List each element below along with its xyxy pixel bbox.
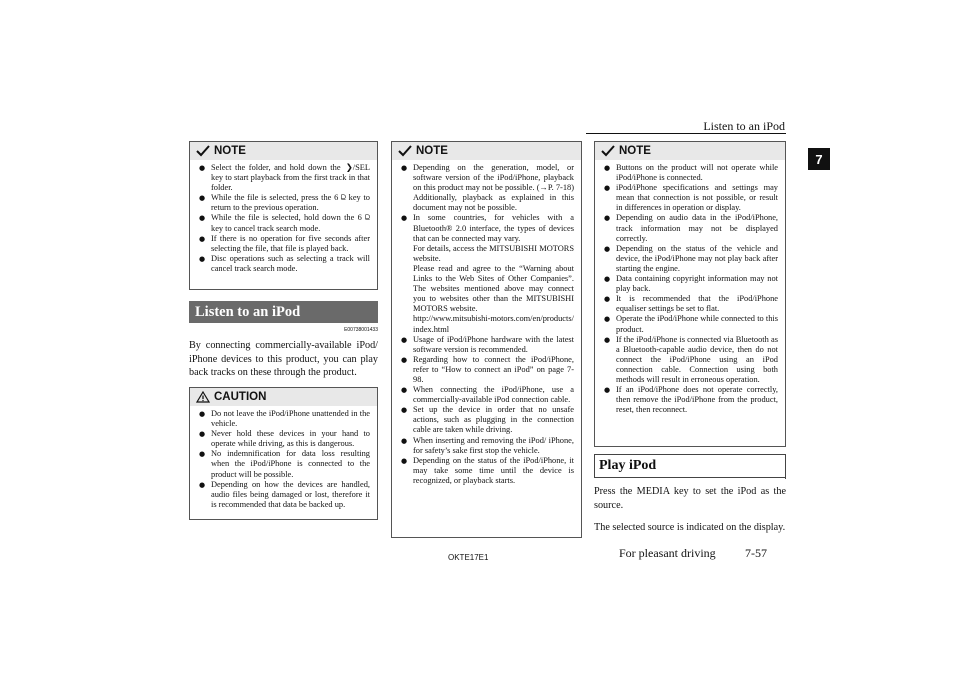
list-item: ● Depending on the generation, model, or software version of the iPod/iPhone, playback on this product may not be possible. (→P. 7-18) Additionally, playback as explained in this document may not be possible. bbox=[401, 163, 574, 213]
list-item: ● iPod/iPhone specifications and settings may mean that connection is not possible, or result in differences in operation or display. bbox=[604, 183, 778, 213]
list-item: ● Do not leave the iPod/iPhone unattended in the vehicle. bbox=[199, 409, 370, 429]
note-header bbox=[392, 142, 581, 160]
check-icon bbox=[196, 145, 210, 157]
page-number: 7-57 bbox=[745, 546, 767, 560]
list-item: ● While the file is selected, press the 6 ⫒ key to return to the previous operation. bbox=[199, 193, 370, 213]
check-icon bbox=[601, 145, 615, 157]
check-icon bbox=[398, 145, 412, 157]
caution-label: CAUTION bbox=[214, 391, 267, 403]
note-list-3 bbox=[604, 163, 778, 415]
list-item: ● Select the folder, and hold down the ❯/SEL key to start playback from the first track in that folder. bbox=[199, 163, 370, 193]
list-item: ● Depending on audio data in the iPod/iPhone, track information may not be displayed correctly. bbox=[604, 213, 778, 243]
list-item: ● If an iPod/iPhone does not operate correctly, then remove the iPod/iPhone from the product, reset, then reconnect. bbox=[604, 385, 778, 415]
caution-box bbox=[189, 387, 378, 520]
play-paragraph-2: The selected source is indicated on the display. bbox=[594, 522, 786, 533]
list-item: ● When inserting and removing the iPod/ iPhone, for safety’s sake first stop the vehicle. bbox=[401, 436, 574, 456]
list-item: ● Depending on how the devices are handled, audio files being damaged or lost, therefore it is recommended that data be backed up. bbox=[199, 480, 370, 510]
list-item: ● Usage of iPod/iPhone hardware with the latest software version is recommended. bbox=[401, 335, 574, 355]
list-item: ● Operate the iPod/iPhone while connected to this product. bbox=[604, 314, 778, 334]
caution-list bbox=[199, 409, 370, 510]
note-label: NOTE bbox=[416, 145, 448, 157]
footer-section-title: For pleasant driving bbox=[619, 546, 716, 560]
list-item: ● No indemnification for data loss resulting when the iPod/iPhone is connected to the product will be possible. bbox=[199, 449, 370, 479]
note-label: NOTE bbox=[214, 145, 246, 157]
running-header: Listen to an iPod bbox=[703, 119, 785, 133]
intro-paragraph: By connecting commercially-available iPod/ iPhone devices to this product, you can play back tracks on these through the product. bbox=[189, 340, 378, 378]
list-item: ● Set up the device in order that no unsafe actions, such as plugging in the connection cable are taken while driving. bbox=[401, 405, 574, 435]
note-header bbox=[595, 142, 785, 160]
list-item: ● Data containing copyright information may not play back. bbox=[604, 274, 778, 294]
play-paragraph-1: Press the MEDIA key to set the iPod as the source. bbox=[594, 486, 786, 511]
warning-icon bbox=[196, 391, 210, 403]
list-item: ● Disc operations such as selecting a track will cancel track search mode. bbox=[199, 254, 370, 274]
note-list-1 bbox=[199, 163, 370, 274]
note-header bbox=[190, 142, 377, 160]
note-box-2 bbox=[391, 141, 582, 538]
list-item: ● Depending on the status of the vehicle and device, the iPod/iPhone may not play back after starting the engine. bbox=[604, 244, 778, 274]
header-rule bbox=[586, 133, 786, 134]
play-ipod-heading: Play iPod bbox=[594, 454, 786, 478]
doc-code: OKTE17E1 bbox=[448, 553, 489, 562]
list-item: ● Buttons on the product will not operate while iPod/iPhone is connected. bbox=[604, 163, 778, 183]
note-box-1 bbox=[189, 141, 378, 290]
list-item: ● If the iPod/iPhone is connected via Bluetooth as a Bluetooth-capable audio device, then do not connect the iPod/iPhone using an iPod connection cable. Connection using both methods will result in erroneous operation. bbox=[604, 335, 778, 385]
list-item: ● It is recommended that the iPod/iPhone equaliser settings be set to flat. bbox=[604, 294, 778, 314]
note-label: NOTE bbox=[619, 145, 651, 157]
list-item: ● Never hold these devices in your hand to operate while driving, as this is dangerous. bbox=[199, 429, 370, 449]
list-item: ● Regarding how to connect the iPod/iPhone, refer to “How to connect an iPod” on page 7-98. bbox=[401, 355, 574, 385]
list-item: ● In some countries, for vehicles with a Bluetooth® 2.0 interface, the types of devices that can be connected may vary. For details, access the MITSUBISHI MOTORS website. Please read and agree to the “Warning about Links to the Web Sites of Other Companies”. The websites mentioned above may connect you to websites other than the MITSUBISHI MOTORS website. http://www.mitsubishi-motors.com/en/products/ index.html bbox=[401, 213, 574, 334]
note-box-3 bbox=[594, 141, 786, 447]
chapter-tab: 7 bbox=[808, 148, 830, 170]
caution-header bbox=[190, 388, 377, 406]
note-list-2 bbox=[401, 163, 574, 486]
section-code: E00738001433 bbox=[344, 327, 378, 333]
list-item: ● Depending on the status of the iPod/iPhone, it may take some time until the device is recognized, or playback starts. bbox=[401, 456, 574, 486]
list-item: ● When connecting the iPod/iPhone, use a commercially-available iPod connection cable. bbox=[401, 385, 574, 405]
list-item: ● While the file is selected, hold down the 6 ⫒ key to cancel track search mode. bbox=[199, 213, 370, 233]
list-item: ● If there is no operation for five seconds after selecting the file, that file is played back. bbox=[199, 234, 370, 254]
section-banner: Listen to an iPod bbox=[189, 301, 378, 323]
